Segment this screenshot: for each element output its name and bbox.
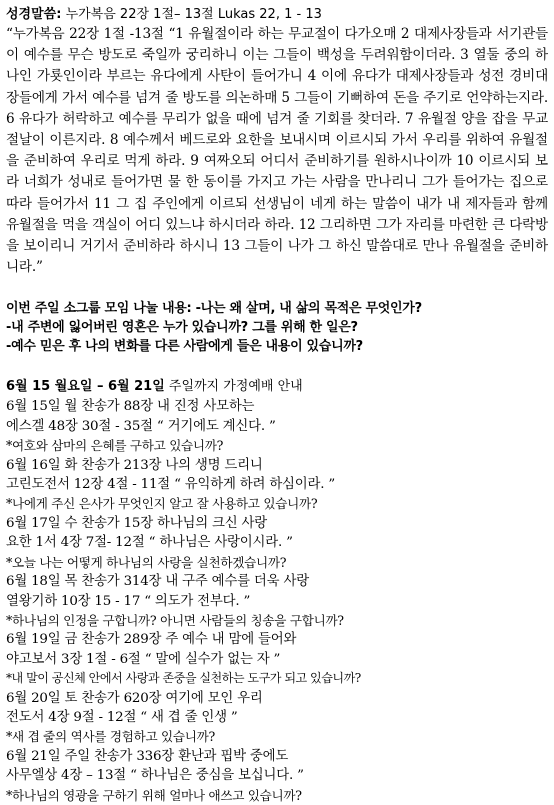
day-scripture: 사무엘상 4장 – 13절 “ 하나님은 중심을 보십니다. ” [6,768,304,784]
day-entry-wednesday [6,514,548,572]
day-question: *나에게 주신 은사가 무엇인지 알고 잘 사용하고 있습니까? [6,496,318,512]
day-question: *하나님의 인정을 구합니까? 아니면 사람들의 칭송을 구합니까? [6,612,344,628]
day-question: *새 겹 줄의 역사를 경험하고 있습니까? [6,729,215,745]
day-scripture: 전도서 4장 9절 - 12절 “ 새 겹 줄 인생 ” [6,709,238,725]
schedule-title [6,377,548,397]
day-scripture: 요한 1서 4장 7절- 12절 “ 하나님은 사랑이시라. ” [6,535,293,551]
section-gap [6,278,548,299]
scripture-header [6,6,548,24]
day-hymn: 6월 16일 화 찬송가 213장 나의 생명 드리니 [6,457,263,473]
scripture-passage: “누가복음 22장 1절 -13절 “1 유월절이라 하는 무교절이 다가오매 2 대제사장들과 서기관들이 예수를 무슨 방도로 죽일까 궁리하니 이는 그들이 백성을 두려워함이더라. 3 열둘 중의 하나인 가룟인이라 부르는 유다에게 사탄이 들어가니 4 이에 유다가 대제사장들과 성전 경비대장들에게 가서 예수를 넘겨 줄 방도를 의논하매 5 그들이 기뻐하여 돈을 주기로 언약하는지라. 6 유다가 허락하고 예수를 무리가 없을 때에 넘겨 줄 기회를 찾더라. 7 유월절 양을 잡을 무교절날이 이른지라. 8 예수께서 베드로와 요한을 보내시며 이르시되 가서 우리를 위하여 유월절을 준비하여 우리로 먹게 하라. 9 여짜오되 어디서 준비하기를 원하시나이까 10 이르시되 보라 너희가 성내로 들어가면 물 한 동이를 가지고 가는 사람을 만나리니 그가 들어가는 집으로 따라 들어가서 11 그 집 주인에게 이르되 선생님이 네게 하는 말씀이 내가 내 제자들과 함께 유월절을 먹을 객실이 어디 있느냐 하시더라 하라. 12 그리하면 그가 자리를 마련한 큰 다락방을 보이리니 거기서 준비하라 하시니 13 그들이 나가 그 하신 말씀대로 만나 유월절을 준비하니라.” [6,26,548,276]
scripture-label: 성경말씀: [6,7,62,22]
day-hymn: 6월 20일 토 찬송가 620장 여기에 모인 우리 [6,690,263,706]
discussion-question-3: -예수 믿은 후 나의 변화를 다른 사람에게 들은 내용이 있습니까? [6,339,363,355]
day-hymn: 6월 21일 주일 찬송가 336장 환난과 핍박 중에도 [6,748,289,764]
section-gap [6,356,548,376]
day-question: *하나님의 영광을 구하기 위해 얼마나 애쓰고 있습니까? [6,787,302,803]
day-question: *내 말이 공신체 안에서 사랑과 존중을 실천하는 도구가 되고 있습니까? [6,671,361,686]
schedule-title-text: 주일까지 가정예배 안내 [164,379,303,395]
day-question: *여호와 삼마의 은혜를 구하고 있습니까? [6,438,224,454]
document-page [6,6,548,805]
day-entry-saturday [6,689,548,747]
day-entry-friday [6,630,548,688]
day-scripture: 야고보서 3장 1절 - 6절 “ 말에 실수가 없는 자 ” [6,651,281,667]
scripture-reference: 누가복음 22장 1절– 13절 Lukas 22, 1 - 13 [61,7,322,22]
day-scripture: 고린도전서 12장 4절 - 11절 “ 유익하게 하려 하심이라. ” [6,477,336,493]
day-entry-sunday [6,747,548,805]
day-entry-tuesday [6,456,548,514]
day-scripture: 에스겔 48장 30절 - 35절 “ 거기에도 계신다. ” [6,418,276,434]
schedule-title-dates: 6월 15 월요일 – 6월 21일 [6,379,165,395]
day-scripture: 열왕기하 10장 15 - 17 “ 의도가 전부다. ” [6,593,251,609]
discussion-question-2: -내 주변에 잃어버린 영혼은 누가 있습니까? 그를 위해 한 일은? [6,320,358,336]
discussion-question-1: 이번 주일 소그룹 모임 나눌 내용: -나는 왜 살며, 내 삶의 목적은 무엇인가? [6,301,422,317]
day-entry-thursday [6,572,548,630]
day-question: *오늘 나는 어떻게 하나님의 사랑을 실천하겠습니까? [6,554,287,570]
day-hymn: 6월 18일 목 찬송가 314장 내 구주 예수를 더욱 사랑 [6,574,309,590]
day-hymn: 6월 15일 월 찬송가 88장 내 진정 사모하는 [6,399,255,415]
day-hymn: 6월 19일 금 찬송가 289장 주 예수 내 맘에 들어와 [6,632,297,648]
day-entry-monday [6,397,548,455]
day-hymn: 6월 17일 수 찬송가 15장 하나님의 크신 사랑 [6,515,268,531]
